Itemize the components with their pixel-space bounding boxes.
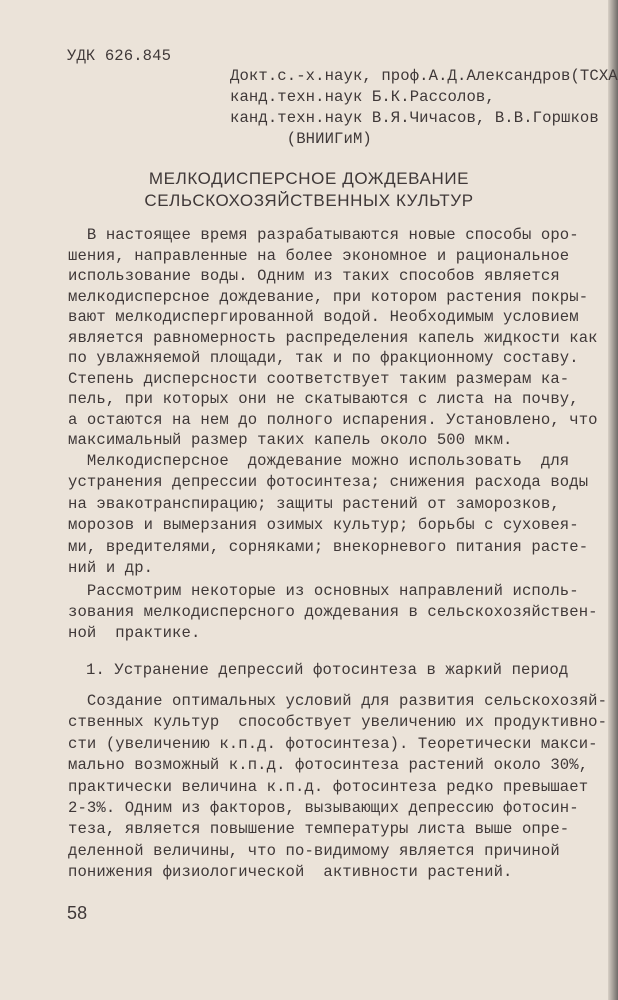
text-line: пель, при которых они не скатываются с листа на почву, [68, 390, 579, 408]
text-line: является равномерность распределения капель жидкости как [68, 328, 598, 347]
text-line: Создание оптимальных условий для развития сельскохозяй- [68, 692, 608, 710]
text-line: теза, является повышение температуры листа выше опре- [68, 820, 570, 839]
text-line: морозов и вымерзания озимых культур; борьбы с суховея- [68, 516, 579, 535]
paragraph-photosynthesis [68, 692, 607, 885]
author-line: канд.техн.наук В.Я.Чичасов, В.В.Горшков [230, 109, 599, 127]
author-line: канд.техн.наук Б.К.Рассолов, [230, 88, 495, 106]
text-line: а остаются на нем до полного испарения. Установлено, что [68, 410, 598, 429]
text-line: ний и др. [68, 558, 154, 577]
title-line: СЕЛЬСКОХОЗЯЙСТВЕННЫХ КУЛЬТУР [144, 191, 474, 210]
text-line: шения, направленные на более экономное и рациональное [68, 246, 570, 265]
text-line: максимальный размер таких капель около 500 мкм. [68, 431, 513, 449]
udk-code: УДК 626.845 [67, 47, 172, 65]
author-affiliation: (ВНИИГиМ) [230, 130, 372, 148]
paragraph-directions [68, 582, 598, 645]
authors-block [230, 67, 618, 151]
text-line: В настоящее время разрабатываются новые способы оро- [68, 226, 579, 244]
author-line: Докт.с.-х.наук, проф.А.Д.Александров(ТСХА [230, 67, 618, 85]
article-title [0, 170, 618, 214]
text-line: ной практике. [68, 624, 201, 642]
text-line: устранения депрессии фотосинтеза; снижения расхода воды [68, 473, 589, 492]
text-line: Мелкодисперсное дождевание можно использовать для [68, 452, 570, 470]
text-line: практически величина к.п.д. фотосинтеза редко превышает [68, 777, 589, 796]
text-line: на эвакотранспирацию; защиты растений от заморозков, [68, 494, 560, 513]
text-line: Рассмотрим некоторые из основных направлений исполь- [68, 582, 579, 600]
text-line: деленной величины, что по-видимому является причиной [68, 841, 560, 860]
text-line: использование воды. Одним из таких способов является [68, 267, 560, 285]
text-line: понижения физиологической активности растений. [68, 863, 513, 882]
paragraph-uses [68, 452, 588, 580]
text-line: сти (увеличению к.п.д. фотосинтеза). Теоретически макси- [68, 734, 598, 753]
text-line: Степень дисперсности соответствует таким размерам ка- [68, 369, 570, 388]
title-line: МЕЛКОДИСПЕРСНОЕ ДОЖДЕВАНИЕ [148, 169, 470, 188]
section-heading: 1. Устранение депрессий фотосинтеза в жаркий период [86, 661, 569, 679]
text-line: мелкодисперсное дождевание, при котором растения покры- [68, 287, 589, 306]
page-number: 58 [67, 903, 88, 923]
text-line: ственных культур способствует увеличению их продуктивно- [68, 713, 608, 732]
text-line: по увлажняемой площади, так и по фракционному составу. [68, 349, 579, 367]
text-line: ми, вредителями, сорняками; внекорневого питания расте- [68, 537, 589, 556]
text-line: вают мелкодиспергированной водой. Необходимым условием [68, 308, 579, 326]
text-line: зования мелкодисперсного дождевания в сельскохозяйствен- [68, 603, 598, 621]
text-line: мально возможный к.п.д. фотосинтеза растений около 30%, [68, 756, 589, 775]
text-line: 2-3%. Одним из факторов, вызывающих депрессию фотосин- [68, 798, 579, 817]
paragraph-intro [68, 226, 598, 452]
